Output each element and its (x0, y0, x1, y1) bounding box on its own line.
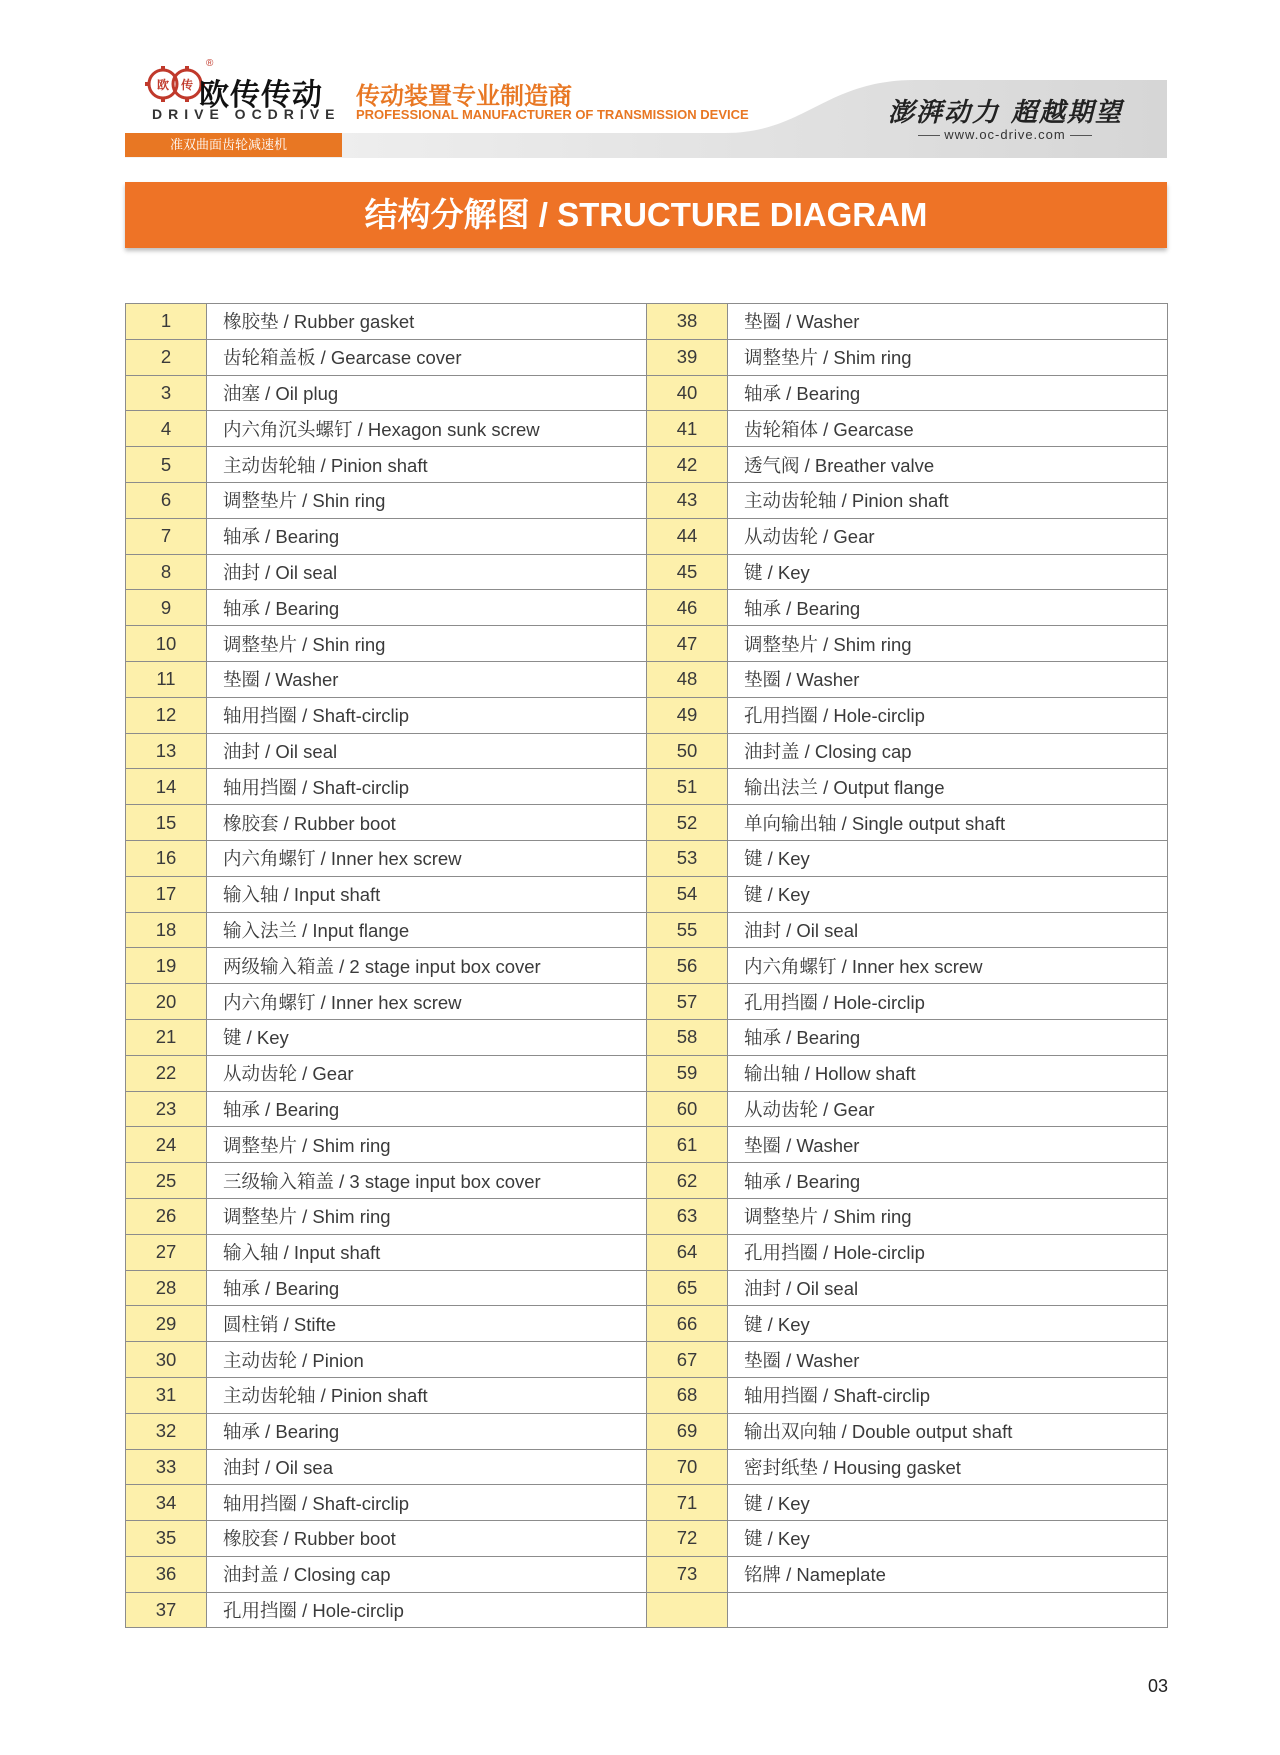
part-name-right: 密封纸垫 / Housing gasket (728, 1449, 1168, 1485)
part-name-left: 输入轴 / Input shaft (207, 1234, 647, 1270)
part-name-left: 轴承 / Bearing (207, 1270, 647, 1306)
part-number-right: 59 (647, 1055, 728, 1091)
part-name-left: 内六角螺钉 / Inner hex screw (207, 840, 647, 876)
parts-table-body (126, 304, 1168, 1628)
table-row (126, 697, 1168, 733)
table-row (126, 1270, 1168, 1306)
part-number-right: 39 (647, 339, 728, 375)
table-row (126, 590, 1168, 626)
part-number-left: 28 (126, 1270, 207, 1306)
part-number-left: 9 (126, 590, 207, 626)
part-number-left: 20 (126, 984, 207, 1020)
part-number-left: 32 (126, 1413, 207, 1449)
part-name-right: 孔用挡圈 / Hole-circlip (728, 697, 1168, 733)
part-number-right: 65 (647, 1270, 728, 1306)
part-number-right: 44 (647, 518, 728, 554)
logo-char-left: 欧 (156, 78, 170, 92)
part-name-left: 油封盖 / Closing cap (207, 1556, 647, 1592)
part-number-left: 27 (126, 1234, 207, 1270)
part-name-left: 齿轮箱盖板 / Gearcase cover (207, 339, 647, 375)
part-name-right: 油封盖 / Closing cap (728, 733, 1168, 769)
part-name-right: 键 / Key (728, 1485, 1168, 1521)
part-name-left: 油封 / Oil seal (207, 554, 647, 590)
part-name-right: 垫圈 / Washer (728, 1342, 1168, 1378)
part-number-right: 40 (647, 375, 728, 411)
part-name-left: 油塞 / Oil plug (207, 375, 647, 411)
part-number-right: 54 (647, 876, 728, 912)
part-name-right: 调整垫片 / Shim ring (728, 626, 1168, 662)
table-row (126, 1127, 1168, 1163)
part-number-left: 5 (126, 447, 207, 483)
part-name-left: 主动齿轮 / Pinion (207, 1342, 647, 1378)
part-name-left: 三级输入箱盖 / 3 stage input box cover (207, 1163, 647, 1199)
table-row (126, 1055, 1168, 1091)
table-row (126, 375, 1168, 411)
part-name-left: 键 / Key (207, 1019, 647, 1055)
part-name-right: 从动齿轮 / Gear (728, 1091, 1168, 1127)
part-number-left: 2 (126, 339, 207, 375)
part-number-left: 24 (126, 1127, 207, 1163)
part-name-right: 垫圈 / Washer (728, 661, 1168, 697)
table-row (126, 948, 1168, 984)
part-name-right: 键 / Key (728, 554, 1168, 590)
part-number-right: 46 (647, 590, 728, 626)
table-row (126, 840, 1168, 876)
part-number-left: 3 (126, 375, 207, 411)
part-name-right: 主动齿轮轴 / Pinion shaft (728, 482, 1168, 518)
website-url[interactable]: www.oc-drive.com (900, 127, 1110, 142)
product-series-label: 准双曲面齿轮减速机 (125, 133, 342, 157)
part-number-left: 35 (126, 1521, 207, 1557)
part-name-left: 调整垫片 / Shim ring (207, 1198, 647, 1234)
page-number: 03 (1148, 1676, 1169, 1696)
part-name-left: 主动齿轮轴 / Pinion shaft (207, 447, 647, 483)
part-name-right: 调整垫片 / Shim ring (728, 339, 1168, 375)
part-name-right: 孔用挡圈 / Hole-circlip (728, 1234, 1168, 1270)
part-number-right: 60 (647, 1091, 728, 1127)
table-row (126, 805, 1168, 841)
part-name-left: 油封 / Oil sea (207, 1449, 647, 1485)
brand-name-en: DRIVE OCDRIVE (152, 106, 341, 122)
part-number-right: 69 (647, 1413, 728, 1449)
part-number-right: 50 (647, 733, 728, 769)
part-number-right: 45 (647, 554, 728, 590)
part-name-left: 调整垫片 / Shim ring (207, 1127, 647, 1163)
part-number-right: 68 (647, 1377, 728, 1413)
table-row (126, 1091, 1168, 1127)
part-name-left: 主动齿轮轴 / Pinion shaft (207, 1377, 647, 1413)
part-number-right: 61 (647, 1127, 728, 1163)
part-number-left: 22 (126, 1055, 207, 1091)
part-name-left: 橡胶套 / Rubber boot (207, 805, 647, 841)
part-name-right (728, 1592, 1168, 1628)
part-number-right: 66 (647, 1306, 728, 1342)
part-number-right: 62 (647, 1163, 728, 1199)
part-number-left: 7 (126, 518, 207, 554)
part-number-left: 16 (126, 840, 207, 876)
part-number-left: 10 (126, 626, 207, 662)
table-row (126, 1377, 1168, 1413)
table-row (126, 1592, 1168, 1628)
part-name-right: 油封 / Oil seal (728, 1270, 1168, 1306)
registered-mark: ® (206, 58, 214, 69)
part-number-right: 51 (647, 769, 728, 805)
part-number-right: 57 (647, 984, 728, 1020)
part-number-left: 36 (126, 1556, 207, 1592)
table-row (126, 984, 1168, 1020)
part-number-left: 29 (126, 1306, 207, 1342)
table-row (126, 518, 1168, 554)
part-number-right: 71 (647, 1485, 728, 1521)
part-name-left: 轴承 / Bearing (207, 1413, 647, 1449)
part-number-left: 11 (126, 661, 207, 697)
table-row (126, 1198, 1168, 1234)
part-name-left: 轴承 / Bearing (207, 1091, 647, 1127)
part-number-left: 23 (126, 1091, 207, 1127)
part-number-left: 4 (126, 411, 207, 447)
part-name-right: 内六角螺钉 / Inner hex screw (728, 948, 1168, 984)
logo-char-right: 传 (180, 78, 194, 92)
part-name-right: 键 / Key (728, 840, 1168, 876)
part-number-left: 15 (126, 805, 207, 841)
table-row (126, 1556, 1168, 1592)
part-name-left: 两级输入箱盖 / 2 stage input box cover (207, 948, 647, 984)
part-number-left: 19 (126, 948, 207, 984)
part-name-right: 从动齿轮 / Gear (728, 518, 1168, 554)
part-name-right: 轴承 / Bearing (728, 375, 1168, 411)
part-name-right: 轴用挡圈 / Shaft-circlip (728, 1377, 1168, 1413)
part-name-left: 调整垫片 / Shin ring (207, 626, 647, 662)
part-number-right: 58 (647, 1019, 728, 1055)
part-number-left: 8 (126, 554, 207, 590)
part-name-left: 轴用挡圈 / Shaft-circlip (207, 697, 647, 733)
part-name-left: 油封 / Oil seal (207, 733, 647, 769)
part-name-right: 输出轴 / Hollow shaft (728, 1055, 1168, 1091)
part-number-left: 37 (126, 1592, 207, 1628)
part-number-left: 25 (126, 1163, 207, 1199)
table-row (126, 304, 1168, 340)
table-row (126, 1485, 1168, 1521)
part-name-left: 轴承 / Bearing (207, 590, 647, 626)
part-number-right: 38 (647, 304, 728, 340)
part-name-right: 齿轮箱体 / Gearcase (728, 411, 1168, 447)
part-name-right: 透气阀 / Breather valve (728, 447, 1168, 483)
table-row (126, 447, 1168, 483)
tagline-en: PROFESSIONAL MANUFACTURER OF TRANSMISSION DEVICE (356, 107, 749, 122)
slogan: 澎湃动力 超越期望 (888, 98, 1124, 128)
part-number-right: 55 (647, 912, 728, 948)
part-name-left: 孔用挡圈 / Hole-circlip (207, 1592, 647, 1628)
part-number-right: 73 (647, 1556, 728, 1592)
part-name-right: 单向输出轴 / Single output shaft (728, 805, 1168, 841)
part-name-right: 轴承 / Bearing (728, 590, 1168, 626)
part-name-left: 从动齿轮 / Gear (207, 1055, 647, 1091)
part-name-left: 调整垫片 / Shin ring (207, 482, 647, 518)
part-number-right: 67 (647, 1342, 728, 1378)
part-number-left: 34 (126, 1485, 207, 1521)
table-row (126, 769, 1168, 805)
table-row (126, 876, 1168, 912)
part-number-left: 21 (126, 1019, 207, 1055)
part-number-left: 12 (126, 697, 207, 733)
part-name-left: 轴用挡圈 / Shaft-circlip (207, 1485, 647, 1521)
part-name-right: 键 / Key (728, 1521, 1168, 1557)
part-number-right: 64 (647, 1234, 728, 1270)
part-name-left: 轴用挡圈 / Shaft-circlip (207, 769, 647, 805)
part-name-right: 轴承 / Bearing (728, 1019, 1168, 1055)
part-name-right: 输出双向轴 / Double output shaft (728, 1413, 1168, 1449)
table-row (126, 626, 1168, 662)
part-name-left: 圆柱销 / Stifte (207, 1306, 647, 1342)
part-name-left: 输入法兰 / Input flange (207, 912, 647, 948)
part-number-right: 72 (647, 1521, 728, 1557)
part-number-right: 47 (647, 626, 728, 662)
part-name-left: 内六角螺钉 / Inner hex screw (207, 984, 647, 1020)
part-number-left: 26 (126, 1198, 207, 1234)
part-number-left: 17 (126, 876, 207, 912)
part-name-left: 垫圈 / Washer (207, 661, 647, 697)
part-name-right: 垫圈 / Washer (728, 304, 1168, 340)
part-name-right: 键 / Key (728, 1306, 1168, 1342)
part-name-right: 输出法兰 / Output flange (728, 769, 1168, 805)
part-number-right: 52 (647, 805, 728, 841)
part-name-left: 轴承 / Bearing (207, 518, 647, 554)
structure-diagram-banner: 结构分解图 / STRUCTURE DIAGRAM (125, 182, 1167, 248)
part-number-left: 31 (126, 1377, 207, 1413)
part-number-left: 1 (126, 304, 207, 340)
table-row (126, 733, 1168, 769)
part-name-right: 孔用挡圈 / Hole-circlip (728, 984, 1168, 1020)
part-number-right: 48 (647, 661, 728, 697)
part-name-right: 铭牌 / Nameplate (728, 1556, 1168, 1592)
tagline-cn: 传动装置专业制造商 (356, 83, 572, 110)
part-number-right: 41 (647, 411, 728, 447)
part-name-left: 橡胶垫 / Rubber gasket (207, 304, 647, 340)
table-row (126, 482, 1168, 518)
part-number-right: 70 (647, 1449, 728, 1485)
part-number-left: 18 (126, 912, 207, 948)
table-row (126, 912, 1168, 948)
table-row (126, 339, 1168, 375)
part-number-right: 42 (647, 447, 728, 483)
table-row (126, 1342, 1168, 1378)
part-number-right (647, 1592, 728, 1628)
part-number-left: 33 (126, 1449, 207, 1485)
table-row (126, 411, 1168, 447)
parts-table (125, 303, 1168, 1628)
part-number-left: 6 (126, 482, 207, 518)
table-row (126, 1521, 1168, 1557)
table-row (126, 661, 1168, 697)
part-number-left: 30 (126, 1342, 207, 1378)
table-row (126, 1019, 1168, 1055)
part-number-right: 49 (647, 697, 728, 733)
part-number-right: 53 (647, 840, 728, 876)
table-row (126, 1449, 1168, 1485)
part-name-right: 垫圈 / Washer (728, 1127, 1168, 1163)
part-number-right: 56 (647, 948, 728, 984)
table-row (126, 1306, 1168, 1342)
part-name-left: 输入轴 / Input shaft (207, 876, 647, 912)
part-name-left: 内六角沉头螺钉 / Hexagon sunk screw (207, 411, 647, 447)
table-row (126, 554, 1168, 590)
part-number-right: 43 (647, 482, 728, 518)
brand-name-cn: 欧传传动 (199, 79, 323, 112)
part-name-right: 调整垫片 / Shim ring (728, 1198, 1168, 1234)
table-row (126, 1234, 1168, 1270)
part-number-left: 14 (126, 769, 207, 805)
part-name-right: 油封 / Oil seal (728, 912, 1168, 948)
part-name-left: 橡胶套 / Rubber boot (207, 1521, 647, 1557)
part-number-right: 63 (647, 1198, 728, 1234)
part-number-left: 13 (126, 733, 207, 769)
table-row (126, 1163, 1168, 1199)
part-name-right: 键 / Key (728, 876, 1168, 912)
part-name-right: 轴承 / Bearing (728, 1163, 1168, 1199)
table-row (126, 1413, 1168, 1449)
